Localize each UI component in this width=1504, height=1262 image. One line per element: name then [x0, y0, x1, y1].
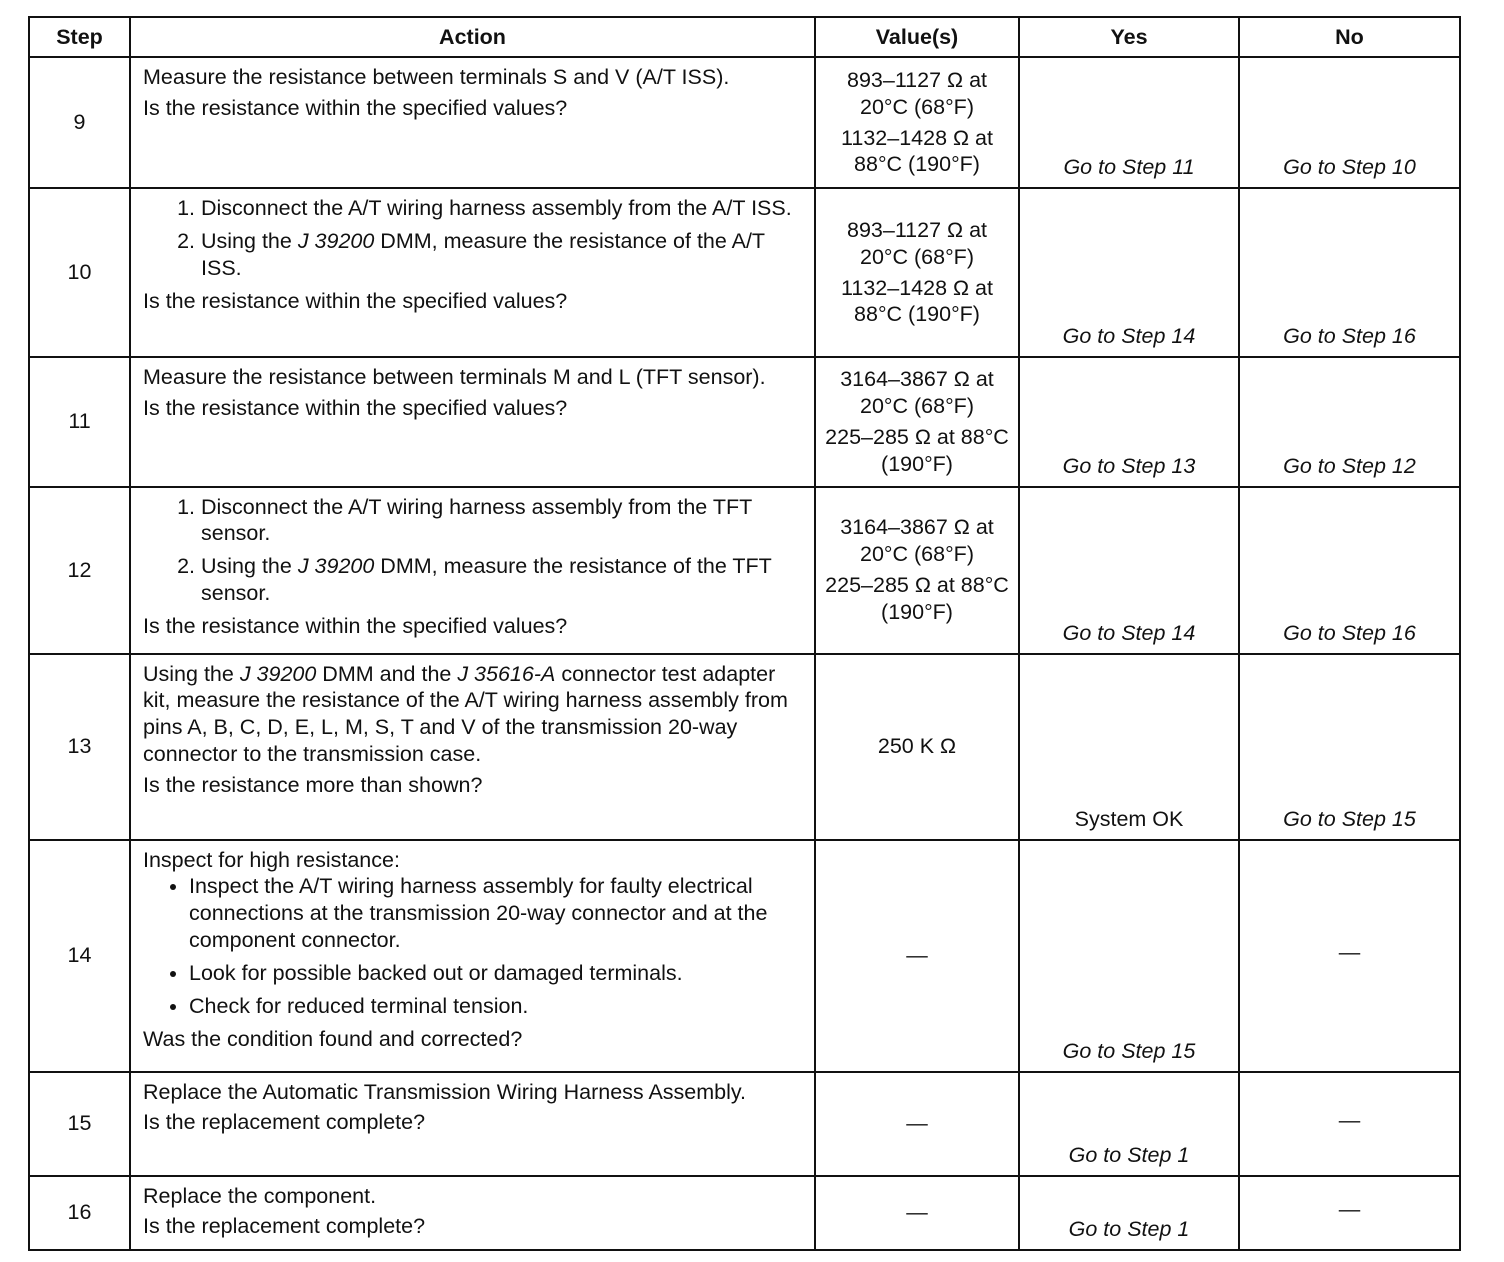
- step-number: 12: [67, 557, 92, 582]
- value-text: —: [906, 1200, 928, 1225]
- value-cell: [815, 487, 1019, 654]
- step-cell: [29, 1072, 130, 1176]
- value-text: 1132–1428 Ω at 88°C (190°F): [841, 275, 993, 327]
- table-row: [29, 57, 1460, 188]
- tool-name: J 39200: [297, 554, 375, 579]
- yes-result: Go to Step 14: [1062, 620, 1196, 645]
- action-text-segment: connector test adapter kit, measure the resistance of the A/T wiring harness assembly from pins A, B, C, D, E, L, M, S, T and V of the transmission 20-way connector to the transmission case.: [143, 661, 788, 767]
- yes-cell: [1019, 487, 1239, 654]
- yes-cell: [1019, 654, 1239, 840]
- check-item: [189, 993, 802, 1020]
- value-text: 3164–3867 Ω at 20°C (68°F): [840, 367, 994, 418]
- step-number: 13: [67, 734, 92, 759]
- no-result: —: [1338, 940, 1361, 965]
- action-text-segment: DMM and the: [316, 661, 458, 686]
- yes-result: Go to Step 1: [1068, 1216, 1190, 1241]
- action-text: Measure the resistance between terminals M and L (TFT sensor).: [143, 365, 766, 389]
- header-yes: Yes: [1019, 17, 1239, 57]
- step-cell: [29, 1176, 130, 1250]
- yes-result: Go to Step 11: [1063, 155, 1195, 180]
- no-result: —: [1338, 1108, 1361, 1133]
- instruction-text: Using the: [201, 554, 298, 579]
- check-text: Inspect the A/T wiring harness assembly for faulty electrical connections at the transmission 20-way connector and at the component connector.: [189, 874, 768, 953]
- tool-name: J 35616-A: [457, 661, 556, 686]
- header-row: [29, 17, 1460, 57]
- check-list: [143, 873, 802, 1019]
- table-row: [29, 487, 1460, 654]
- tool-name: J 39200: [297, 228, 375, 253]
- header-action: Action: [130, 17, 815, 57]
- check-item: [189, 960, 802, 987]
- step-cell: [29, 840, 130, 1072]
- action-cell: [130, 1176, 815, 1250]
- instruction-text: Disconnect the A/T wiring harness assembly from the TFT sensor.: [201, 494, 752, 546]
- action-text: Measure the resistance between terminals S and V (A/T ISS).: [143, 65, 730, 89]
- table-row: [29, 1176, 1460, 1250]
- value-cell: [815, 1072, 1019, 1176]
- yes-cell: [1019, 1072, 1239, 1176]
- instruction-list: [143, 195, 802, 282]
- no-cell: [1239, 57, 1460, 188]
- instruction-item: [201, 228, 802, 282]
- yes-result: Go to Step 15: [1062, 1038, 1196, 1063]
- table-body: [29, 57, 1460, 1250]
- action-question: Is the resistance within the specified values?: [143, 95, 568, 120]
- diagnostic-table: [28, 16, 1461, 1251]
- instruction-text: Using the: [201, 228, 298, 253]
- action-question: Is the replacement complete?: [143, 1214, 426, 1239]
- value-text: 3164–3867 Ω at 20°C (68°F): [840, 515, 994, 567]
- value-text: 893–1127 Ω at 20°C (68°F): [846, 67, 987, 119]
- yes-result: System OK: [1074, 806, 1184, 831]
- no-result: Go to Step 16: [1283, 620, 1416, 645]
- header-no: No: [1239, 17, 1460, 57]
- action-text: Inspect for high resistance:: [143, 847, 400, 872]
- step-cell: [29, 188, 130, 357]
- no-result: Go to Step 10: [1283, 155, 1416, 180]
- instruction-text: Disconnect the A/T wiring harness assembly from the A/T ISS.: [201, 196, 792, 220]
- action-cell: [130, 188, 815, 357]
- table-row: [29, 188, 1460, 357]
- step-number: 9: [73, 110, 86, 135]
- value-text: 250 K Ω: [877, 734, 957, 759]
- action-question: Is the resistance within the specified values?: [143, 288, 568, 313]
- table-row: [29, 840, 1460, 1072]
- action-question: Is the resistance more than shown?: [143, 773, 483, 797]
- header-step: Step: [29, 17, 130, 57]
- check-text: Check for reduced terminal tension.: [189, 993, 529, 1018]
- no-cell: [1239, 188, 1460, 357]
- no-result: Go to Step 12: [1283, 453, 1416, 478]
- step-cell: [29, 654, 130, 840]
- action-text-segment: Using the: [143, 661, 240, 686]
- yes-result: Go to Step 14: [1062, 324, 1196, 349]
- yes-cell: [1019, 57, 1239, 188]
- action-question: Is the resistance within the specified values?: [143, 614, 568, 638]
- no-cell: [1239, 1176, 1460, 1250]
- value-text: 893–1127 Ω at 20°C (68°F): [846, 217, 987, 269]
- action-cell: [130, 1072, 815, 1176]
- value-cell: [815, 1176, 1019, 1250]
- step-cell: [29, 487, 130, 654]
- instruction-text: DMM, measure the resistance of the TFT sensor.: [201, 554, 772, 606]
- no-result: Go to Step 16: [1283, 324, 1416, 349]
- action-question: Is the resistance within the specified values?: [143, 395, 568, 420]
- no-cell: [1239, 487, 1460, 654]
- action-text: Replace the component.: [143, 1183, 377, 1208]
- no-result: —: [1338, 1197, 1361, 1222]
- check-text: Look for possible backed out or damaged terminals.: [189, 961, 683, 985]
- yes-cell: [1019, 840, 1239, 1072]
- action-cell: [130, 840, 815, 1072]
- value-cell: [815, 188, 1019, 357]
- action-cell: [130, 57, 815, 188]
- action-text: Replace the Automatic Transmission Wiring Harness Assembly.: [143, 1079, 747, 1104]
- instruction-item: [201, 553, 802, 607]
- instruction-item: [201, 195, 802, 222]
- step-number: 15: [67, 1111, 92, 1136]
- table-row: [29, 1072, 1460, 1176]
- no-cell: [1239, 654, 1460, 840]
- value-text: 1132–1428 Ω at 88°C (190°F): [841, 125, 993, 177]
- value-text: —: [906, 1111, 928, 1136]
- header-value: Value(s): [815, 17, 1019, 57]
- yes-result: Go to Step 13: [1062, 453, 1196, 478]
- no-cell: [1239, 357, 1460, 487]
- value-cell: [815, 654, 1019, 840]
- value-cell: [815, 57, 1019, 188]
- action-text: [143, 661, 802, 769]
- step-cell: [29, 57, 130, 188]
- tool-name: J 39200: [239, 661, 317, 686]
- action-cell: [130, 357, 815, 487]
- action-question: Is the replacement complete?: [143, 1110, 426, 1135]
- table-row: [29, 654, 1460, 840]
- instruction-text: DMM, measure the resistance of the A/T ISS.: [201, 228, 765, 280]
- yes-cell: [1019, 357, 1239, 487]
- value-text: 225–285 Ω at 88°C (190°F): [825, 424, 1009, 476]
- step-number: 10: [67, 260, 92, 285]
- no-cell: [1239, 1072, 1460, 1176]
- action-cell: [130, 654, 815, 840]
- instruction-list: [143, 494, 802, 608]
- table-row: [29, 357, 1460, 487]
- no-cell: [1239, 840, 1460, 1072]
- yes-result: Go to Step 1: [1068, 1142, 1190, 1167]
- step-number: 14: [67, 943, 92, 968]
- step-number: 11: [68, 409, 91, 434]
- action-question: Was the condition found and corrected?: [143, 1026, 523, 1051]
- value-cell: [815, 840, 1019, 1072]
- value-text: 225–285 Ω at 88°C (190°F): [825, 573, 1009, 624]
- value-cell: [815, 357, 1019, 487]
- yes-cell: [1019, 1176, 1239, 1250]
- step-number: 16: [67, 1200, 92, 1225]
- action-cell: [130, 487, 815, 654]
- yes-cell: [1019, 188, 1239, 357]
- step-cell: [29, 357, 130, 487]
- instruction-item: [201, 494, 802, 548]
- check-item: [189, 873, 802, 954]
- value-text: —: [906, 943, 928, 968]
- no-result: Go to Step 15: [1283, 806, 1416, 831]
